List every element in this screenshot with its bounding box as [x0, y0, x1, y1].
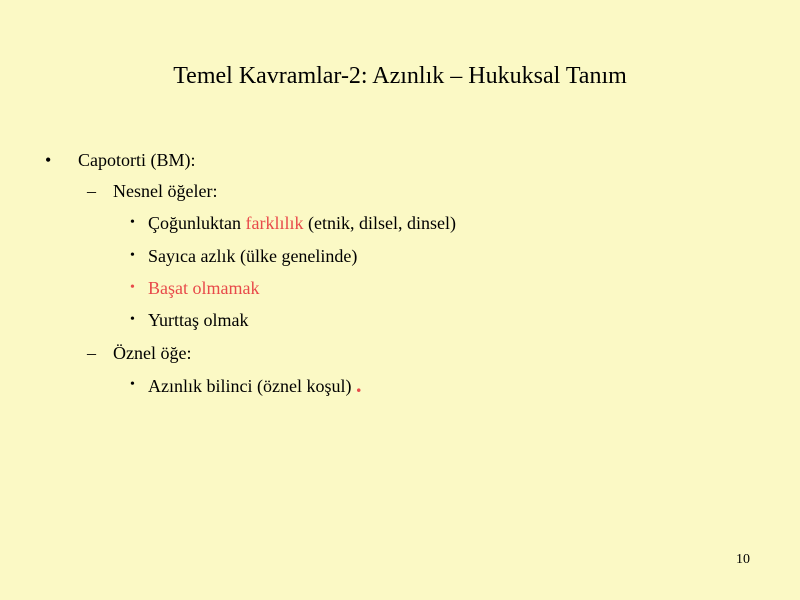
slide-title: Temel Kavramlar-2: Azınlık – Hukuksal Tanım — [173, 63, 627, 89]
item-yurttas-olmak: Yurttaş olmak — [148, 310, 249, 330]
item-basat-olmamak: Başat olmamak — [148, 278, 260, 298]
item-farklilik: farklılık — [245, 213, 304, 233]
page-number: 10 — [736, 552, 750, 567]
item-azinlik-bilinci — [148, 374, 361, 397]
subbullet-nesnel: Nesnel öğeler: — [113, 181, 218, 201]
dot-marker: • — [130, 215, 135, 230]
red-dot: . — [355, 372, 362, 397]
dot-marker: • — [130, 280, 135, 295]
item-azinlik-bilinci-text: Azınlık bilinci (öznel koşul) — [148, 376, 352, 396]
item-cogunluktan — [148, 212, 456, 234]
bullet-capotorti: Capotorti (BM): — [78, 150, 196, 170]
dot-marker: • — [130, 377, 135, 392]
item-cogunluktan-post: (etnik, dilsel, dinsel) — [303, 213, 456, 233]
dot-marker: • — [130, 312, 135, 327]
item-sayica-azlik: Sayıca azlık (ülke genelinde) — [148, 246, 358, 266]
dash-marker: – — [87, 181, 96, 201]
dot-marker: • — [130, 248, 135, 263]
subbullet-oznel: Öznel öğe: — [113, 343, 192, 363]
dash-marker: – — [87, 343, 96, 363]
bullet-marker: • — [45, 150, 52, 170]
item-cogunluktan-pre: Çoğunluktan — [148, 213, 246, 233]
